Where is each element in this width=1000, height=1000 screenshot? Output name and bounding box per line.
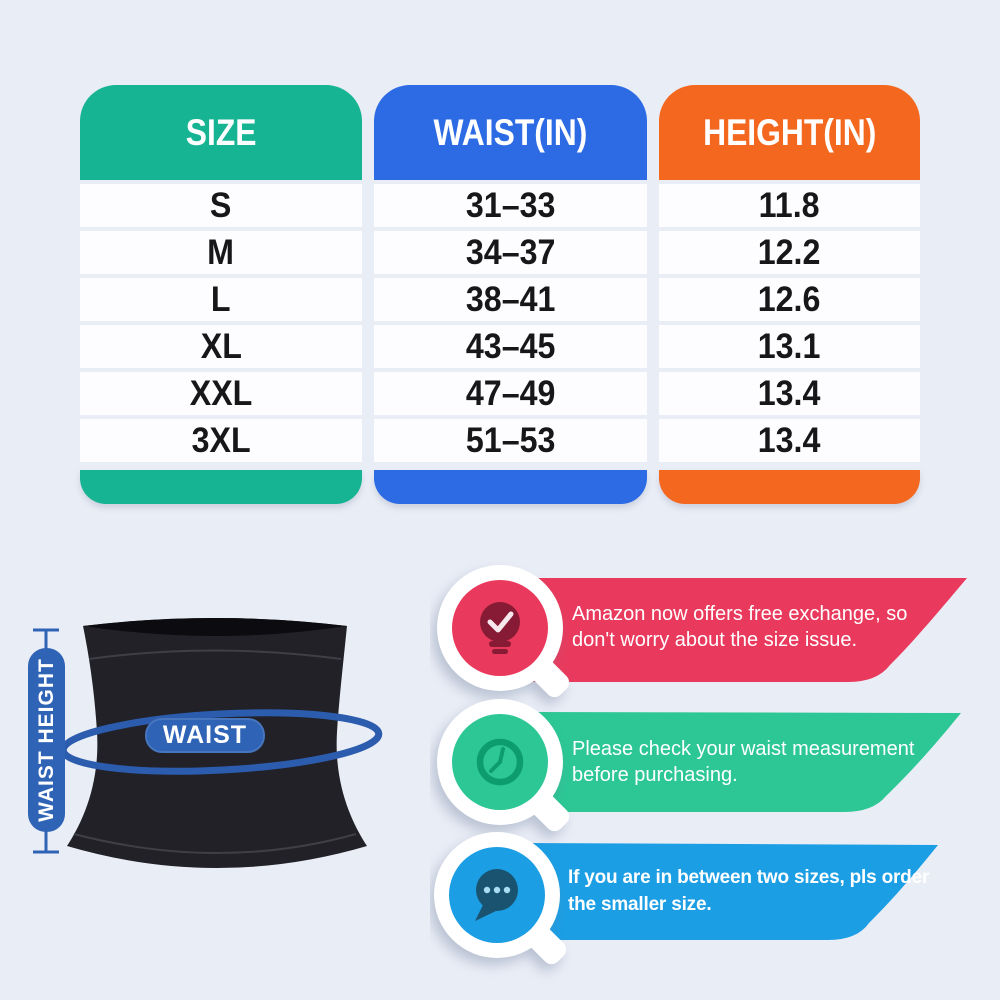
waist-trainer-illustration: [10, 560, 430, 900]
banner-line: Please check your waist measurement: [572, 738, 915, 760]
table-cell: [80, 278, 362, 321]
cell-value: 43–45: [465, 326, 556, 366]
table-cell: [374, 278, 647, 321]
banner-line: the smaller size.: [568, 894, 712, 915]
cell-value: 12.2: [758, 232, 821, 272]
table-cell: [80, 419, 362, 462]
cell-value: XL: [200, 326, 242, 366]
table-cell: [374, 184, 647, 227]
info-banners: [430, 555, 1000, 1000]
banner-text-between-sizes: [568, 864, 929, 918]
cell-value: 47–49: [465, 373, 556, 413]
waist-label: WAIST: [162, 721, 248, 749]
table-cell: [80, 325, 362, 368]
table-cell: [659, 372, 920, 415]
cell-value: 11.8: [759, 185, 820, 225]
height-footer-bar: [659, 470, 920, 504]
banner-line: If you are in between two sizes, pls order: [568, 867, 930, 888]
cell-value: S: [210, 185, 232, 225]
waist-height-label: WAIST HEIGHT: [34, 658, 58, 822]
cell-value: 51–53: [465, 420, 556, 460]
table-cell: [374, 325, 647, 368]
table-cell: [659, 325, 920, 368]
size-header: [80, 85, 362, 180]
cell-value: 38–41: [465, 279, 556, 319]
banner-line: before purchasing.: [572, 764, 738, 786]
waist-height-pill: [28, 648, 65, 832]
cell-value: 3XL: [191, 420, 251, 460]
height-header: [659, 85, 920, 180]
cell-value: 34–37: [465, 232, 556, 272]
table-cell: [374, 372, 647, 415]
table-cell: [374, 419, 647, 462]
waist-footer-bar: [374, 470, 647, 504]
cell-value: 13.4: [758, 420, 821, 460]
size-footer-bar: [80, 470, 362, 504]
waist-header: [374, 85, 647, 180]
cell-value: 12.6: [758, 279, 821, 319]
banner-line: don't worry about the size issue.: [572, 629, 858, 651]
height-header-label: HEIGHT(IN): [702, 111, 877, 153]
table-cell: [659, 231, 920, 274]
table-cell: [80, 372, 362, 415]
column-height: [659, 85, 920, 504]
table-cell: [374, 231, 647, 274]
cell-value: 13.1: [758, 326, 821, 366]
table-cell: [659, 184, 920, 227]
banner-text-exchange: [572, 601, 907, 653]
table-cell: [659, 278, 920, 321]
waist-header-label: WAIST(IN): [433, 111, 588, 153]
table-cell: [659, 419, 920, 462]
table-cell: [80, 231, 362, 274]
cell-value: M: [207, 232, 235, 272]
cell-value: XXL: [189, 373, 253, 413]
cell-value: L: [211, 279, 231, 319]
column-waist: [374, 85, 647, 504]
banner-text-measure: [572, 736, 914, 788]
table-cell: [80, 184, 362, 227]
column-size: [80, 85, 362, 504]
size-table: [80, 85, 920, 504]
cell-value: 31–33: [465, 185, 556, 225]
waist-pill: [145, 718, 265, 753]
size-header-label: SIZE: [185, 111, 257, 153]
cell-value: 13.4: [758, 373, 821, 413]
banner-line: Amazon now offers free exchange, so: [572, 603, 908, 625]
